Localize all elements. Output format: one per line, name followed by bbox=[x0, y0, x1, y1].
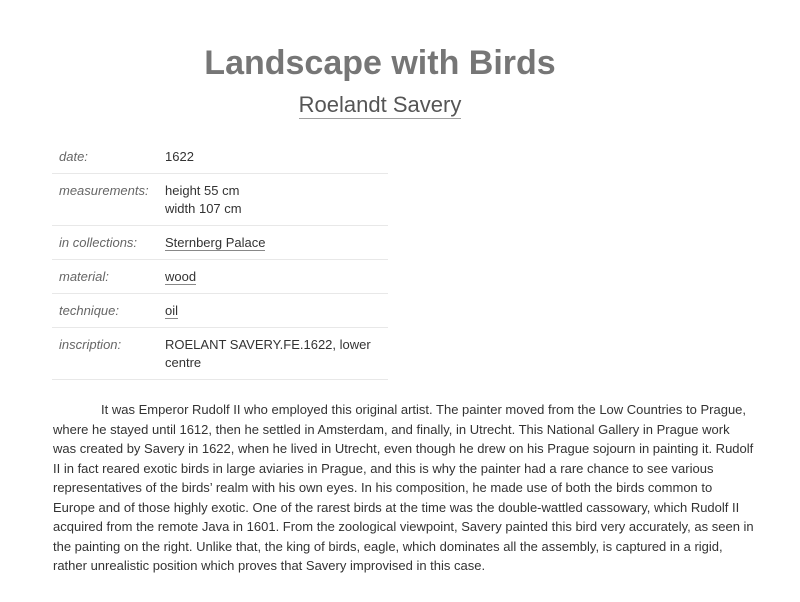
details-table bbox=[52, 140, 388, 380]
detail-value bbox=[165, 226, 388, 260]
detail-value bbox=[165, 174, 388, 226]
artwork-description: It was Emperor Rudolf II who employed this original artist. The painter moved from the Low Countries to Prague, where he stayed until 1612, then he settled in Amsterdam, and finally, in Utrecht. This National Gallery in Prague work was created by Savery in 1622, when he lived in Utrecht, even though he drew on his Prague sojourn in painting it. Rudolf II in fact reared exotic birds in large aviaries in Prague, and this is why the painter had a rare chance to see various representatives of the birds’ realm with his own eyes. In his composition, he made use of both the birds common to Europe and of those highly exotic. One of the rarest birds at the time was the double-wattled cassowary, which Rudolf II acquired from the remote Java in 1601. From the zoological viewpoint, Savery painted this bird very accurately, as seen in the painting on the right. Unlike that, the king of birds, eagle, which dominates all the assembly, is captured in a rigid, rather unrealistic position which proves that Savery improvised in this case. bbox=[53, 402, 754, 573]
material-link[interactable]: wood bbox=[165, 269, 197, 284]
detail-label: material: bbox=[52, 260, 165, 294]
detail-label: measurements: bbox=[52, 174, 165, 226]
width-value: width 107 cm bbox=[165, 201, 242, 216]
detail-label: inscription: bbox=[52, 328, 165, 380]
detail-row-measurements bbox=[52, 174, 388, 226]
detail-row-material bbox=[52, 260, 388, 294]
detail-row-technique bbox=[52, 294, 388, 328]
detail-value: ROELANT SAVERY.FE.1622, lower centre bbox=[165, 328, 388, 380]
detail-row-inscription bbox=[52, 328, 388, 380]
detail-label: date: bbox=[52, 140, 165, 174]
detail-row-collections bbox=[52, 226, 388, 260]
technique-link[interactable]: oil bbox=[165, 303, 179, 318]
detail-label: in collections: bbox=[52, 226, 165, 260]
detail-row-date bbox=[52, 140, 388, 174]
collection-link[interactable]: Sternberg Palace bbox=[165, 235, 266, 250]
detail-value bbox=[165, 260, 388, 294]
detail-value: 1622 bbox=[165, 140, 388, 174]
artwork-title: Landscape with Birds bbox=[204, 44, 556, 82]
detail-label: technique: bbox=[52, 294, 165, 328]
artist-link[interactable]: Roelandt Savery bbox=[298, 92, 462, 117]
detail-value bbox=[165, 294, 388, 328]
height-value: height 55 cm bbox=[165, 183, 240, 198]
artist-container bbox=[0, 92, 760, 118]
